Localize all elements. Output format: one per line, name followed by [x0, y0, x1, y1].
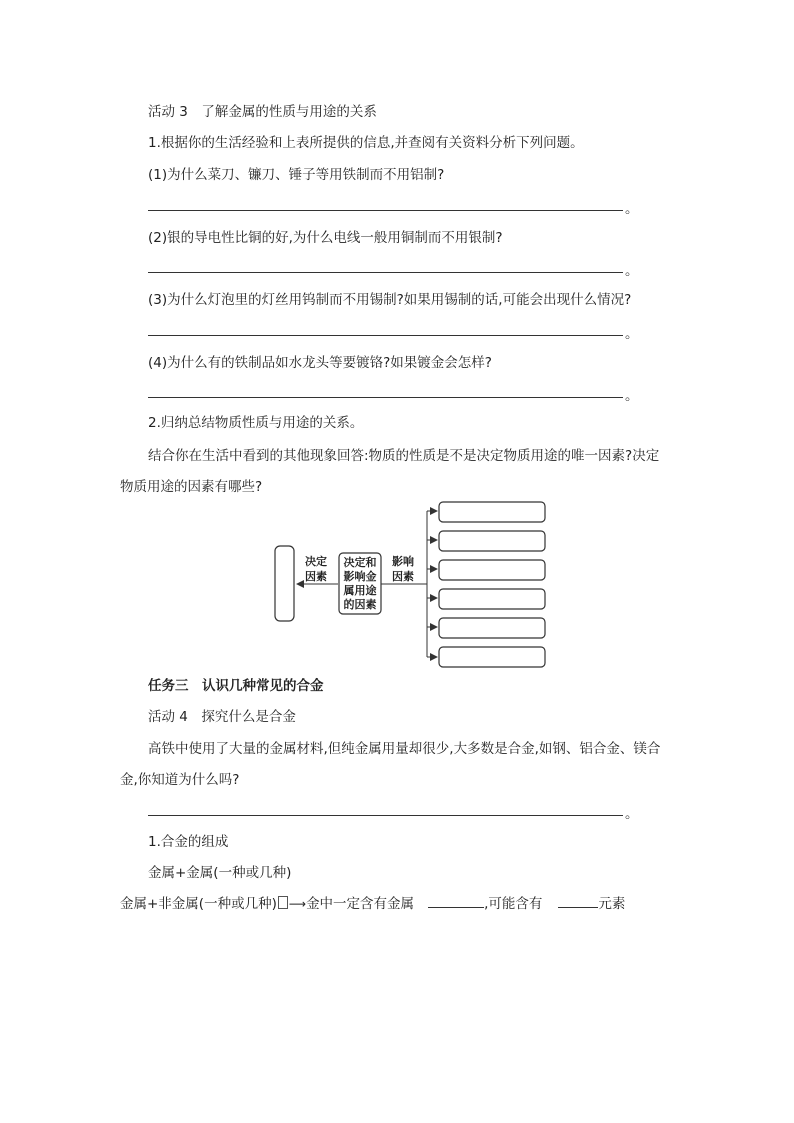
answer-line-3[interactable]	[148, 335, 623, 336]
question-3: (3)为什么灯泡里的灯丝用钨制而不用锡制?如果用锡制的话,可能会出现什么情况?	[148, 292, 632, 308]
center-text-4: 的因素	[343, 598, 377, 611]
left-label-line2: 因素	[305, 570, 327, 583]
left-label-line1: 决定	[305, 555, 327, 568]
factors-diagram	[265, 498, 555, 673]
activity4-para-line1: 高铁中使用了大量的金属材料,但纯金属用量却很少,大多数是合金,如钢、铝合金、镁合	[148, 741, 661, 757]
factor-box-5[interactable]	[439, 618, 545, 638]
summary-heading: 2.归纳总结物质性质与用途的关系。	[148, 415, 364, 431]
question-1: (1)为什么菜刀、镰刀、锤子等用铁制而不用铝制?	[148, 167, 445, 183]
formula-line-2	[120, 895, 625, 913]
factor-box-3[interactable]	[439, 560, 545, 580]
answer-line-1[interactable]	[148, 210, 623, 211]
activity4-para-line2: 金,你知道为什么吗?	[120, 772, 240, 788]
activity3-intro: 1.根据你的生活经验和上表所提供的信息,并查阅有关资料分析下列问题。	[148, 135, 584, 151]
prompt-line-1: 结合你在生活中看到的其他现象回答:物质的性质是不是决定物质用途的唯一因素?决定	[148, 448, 660, 464]
question-2: (2)银的导电性比铜的好,为什么电线一般用铜制而不用银制?	[148, 230, 503, 246]
center-text-3: 属用途	[343, 584, 377, 597]
answer-line-2[interactable]	[148, 272, 623, 273]
task3-title: 任务三 认识几种常见的合金	[148, 678, 324, 694]
answer-period-3: 。	[625, 326, 639, 342]
formula-line-1: 金属+金属(一种或几种)	[148, 865, 292, 881]
decisive-factor-box[interactable]	[275, 546, 294, 621]
activity4-title: 活动 4 探究什么是合金	[148, 709, 296, 725]
answer-period-2: 。	[625, 263, 639, 279]
right-label-line1: 影响	[392, 555, 414, 568]
formula2-glyph	[278, 896, 288, 909]
formula2-mid: 金中一定含有金属	[306, 896, 415, 912]
composition-title: 1.合金的组成	[148, 834, 229, 850]
right-label-line2: 因素	[392, 570, 414, 583]
answer-line-4[interactable]	[148, 397, 623, 398]
center-text-1: 决定和	[343, 556, 377, 569]
formula2-arrow: ⟶	[288, 897, 307, 911]
factor-box-2[interactable]	[439, 531, 545, 551]
formula2-end: 元素	[598, 896, 626, 912]
question-4: (4)为什么有的铁制品如水龙头等要镀铬?如果镀金会怎样?	[148, 355, 492, 371]
prompt-line-2: 物质用途的因素有哪些?	[120, 479, 263, 495]
factor-box-4[interactable]	[439, 589, 545, 609]
factor-box-1[interactable]	[439, 502, 545, 522]
center-text-2: 影响金	[343, 570, 377, 583]
blank-metal[interactable]	[428, 895, 484, 908]
answer-period-1: 。	[625, 201, 639, 217]
answer-period-4: 。	[625, 388, 639, 404]
formula2-mid2: ,可能含有	[484, 896, 543, 912]
factor-box-6[interactable]	[439, 647, 545, 667]
blank-element[interactable]	[558, 895, 598, 908]
formula2-left: 金属+非金属(一种或几种)	[120, 896, 277, 912]
answer-period-5: 。	[625, 806, 639, 822]
answer-line-5[interactable]	[148, 815, 623, 816]
activity3-title: 活动 3 了解金属的性质与用途的关系	[148, 104, 377, 120]
